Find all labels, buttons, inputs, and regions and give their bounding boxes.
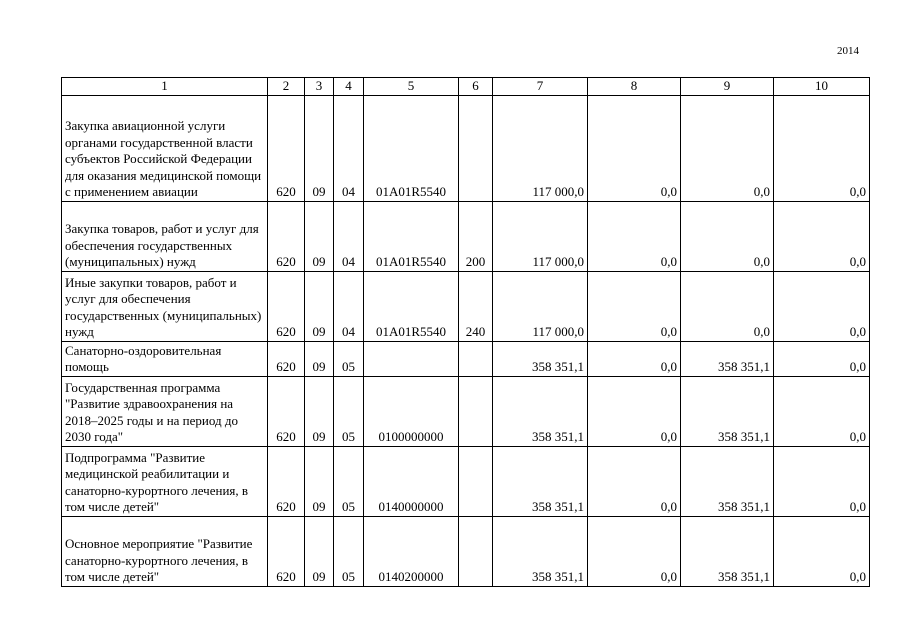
table-row bbox=[62, 516, 870, 586]
row-col8: 0,0 bbox=[588, 271, 681, 341]
page-number: 2014 bbox=[837, 45, 859, 57]
row-col5 bbox=[364, 341, 459, 376]
row-col3: 09 bbox=[305, 516, 334, 586]
row-col5: 0100000000 bbox=[364, 376, 459, 446]
column-header-5: 5 bbox=[364, 78, 459, 96]
row-col8: 0,0 bbox=[588, 376, 681, 446]
row-col8: 0,0 bbox=[588, 516, 681, 586]
row-col5: 0140200000 bbox=[364, 516, 459, 586]
header-row bbox=[62, 78, 870, 96]
row-col5: 01А01R5540 bbox=[364, 201, 459, 271]
row-col7: 117 000,0 bbox=[493, 271, 588, 341]
row-name: Закупка товаров, работ и услуг для обеспечения государственных (муниципальных) нужд bbox=[62, 201, 268, 271]
row-col6 bbox=[459, 341, 493, 376]
row-col6 bbox=[459, 446, 493, 516]
row-col3: 09 bbox=[305, 341, 334, 376]
row-name: Основное мероприятие "Развитие санаторно-курортного лечения, в том числе детей" bbox=[62, 516, 268, 586]
row-col8: 0,0 bbox=[588, 341, 681, 376]
row-col4: 05 bbox=[334, 341, 364, 376]
row-col6: 200 bbox=[459, 201, 493, 271]
row-col4: 04 bbox=[334, 95, 364, 201]
budget-table bbox=[61, 77, 870, 587]
row-col7: 358 351,1 bbox=[493, 516, 588, 586]
column-header-8: 8 bbox=[588, 78, 681, 96]
row-name: Санаторно-оздоровительная помощь bbox=[62, 341, 268, 376]
column-header-7: 7 bbox=[493, 78, 588, 96]
row-col6: 240 bbox=[459, 271, 493, 341]
row-col9: 358 351,1 bbox=[681, 376, 774, 446]
row-col3: 09 bbox=[305, 95, 334, 201]
row-col9: 0,0 bbox=[681, 201, 774, 271]
row-col8: 0,0 bbox=[588, 201, 681, 271]
row-col2: 620 bbox=[268, 341, 305, 376]
row-col7: 117 000,0 bbox=[493, 95, 588, 201]
row-col5: 0140000000 bbox=[364, 446, 459, 516]
row-name: Иные закупки товаров, работ и услуг для обеспечения государственных (муниципальных) нужд bbox=[62, 271, 268, 341]
row-col6 bbox=[459, 95, 493, 201]
row-col10: 0,0 bbox=[774, 446, 870, 516]
table-row bbox=[62, 95, 870, 201]
row-col4: 05 bbox=[334, 446, 364, 516]
row-col7: 358 351,1 bbox=[493, 446, 588, 516]
row-col4: 04 bbox=[334, 271, 364, 341]
table-row bbox=[62, 446, 870, 516]
row-col2: 620 bbox=[268, 201, 305, 271]
table-row bbox=[62, 201, 870, 271]
row-col9: 358 351,1 bbox=[681, 516, 774, 586]
row-col2: 620 bbox=[268, 446, 305, 516]
row-col2: 620 bbox=[268, 376, 305, 446]
row-col4: 04 bbox=[334, 201, 364, 271]
column-header-10: 10 bbox=[774, 78, 870, 96]
row-col6 bbox=[459, 376, 493, 446]
row-col3: 09 bbox=[305, 446, 334, 516]
row-col10: 0,0 bbox=[774, 201, 870, 271]
column-header-4: 4 bbox=[334, 78, 364, 96]
row-col10: 0,0 bbox=[774, 341, 870, 376]
row-col9: 0,0 bbox=[681, 271, 774, 341]
column-header-3: 3 bbox=[305, 78, 334, 96]
row-col8: 0,0 bbox=[588, 446, 681, 516]
row-name: Закупка авиационной услуги органами государственной власти субъектов Российской Федерации для оказания медицинской помощи с применением авиации bbox=[62, 95, 268, 201]
row-col3: 09 bbox=[305, 271, 334, 341]
table-row bbox=[62, 271, 870, 341]
column-header-2: 2 bbox=[268, 78, 305, 96]
column-header-9: 9 bbox=[681, 78, 774, 96]
row-col9: 0,0 bbox=[681, 95, 774, 201]
table-row bbox=[62, 341, 870, 376]
row-col10: 0,0 bbox=[774, 271, 870, 341]
row-col4: 05 bbox=[334, 376, 364, 446]
row-col3: 09 bbox=[305, 376, 334, 446]
row-name: Государственная программа "Развитие здравоохранения на 2018–2025 годы и на период до 2030 года" bbox=[62, 376, 268, 446]
table-row bbox=[62, 376, 870, 446]
row-col10: 0,0 bbox=[774, 516, 870, 586]
row-col3: 09 bbox=[305, 201, 334, 271]
row-col8: 0,0 bbox=[588, 95, 681, 201]
row-name: Подпрограмма "Развитие медицинской реабилитации и санаторно-курортного лечения, в том числе детей" bbox=[62, 446, 268, 516]
row-col5: 01А01R5540 bbox=[364, 271, 459, 341]
row-col2: 620 bbox=[268, 95, 305, 201]
row-col10: 0,0 bbox=[774, 376, 870, 446]
row-col7: 117 000,0 bbox=[493, 201, 588, 271]
row-col2: 620 bbox=[268, 516, 305, 586]
row-col4: 05 bbox=[334, 516, 364, 586]
row-col9: 358 351,1 bbox=[681, 341, 774, 376]
column-header-6: 6 bbox=[459, 78, 493, 96]
row-col7: 358 351,1 bbox=[493, 376, 588, 446]
row-col5: 01А01R5540 bbox=[364, 95, 459, 201]
row-col9: 358 351,1 bbox=[681, 446, 774, 516]
row-col10: 0,0 bbox=[774, 95, 870, 201]
column-header-1: 1 bbox=[62, 78, 268, 96]
row-col2: 620 bbox=[268, 271, 305, 341]
row-col6 bbox=[459, 516, 493, 586]
row-col7: 358 351,1 bbox=[493, 341, 588, 376]
